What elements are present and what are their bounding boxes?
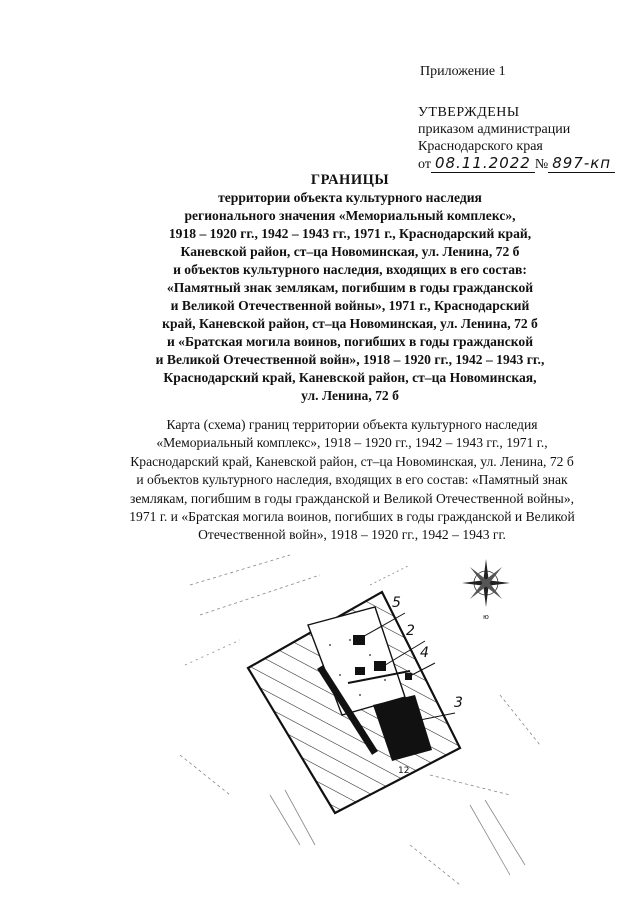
title-line: край, Каневской район, ст–ца Новоминская, ул. Ленина, 72 б	[162, 316, 538, 331]
number-sign: №	[534, 157, 549, 172]
title-line: и Великой Отечественной войны», 1971 г., Краснодарский	[170, 298, 530, 313]
appendix-label: Приложение 1	[420, 64, 506, 79]
description-line: «Мемориальный комплекс», 1918 – 1920 гг., 1942 – 1943 гг., 1971 г.,	[156, 435, 548, 451]
description-line: землякам, погибшим в годы гражданской и Великой Отечественной войны»,	[129, 490, 575, 506]
description-line: Карта (схема) границ территории объекта культурного наследия	[166, 417, 538, 432]
title-line: 1918 – 1920 гг., 1942 – 1943 гг., 1971 г., Краснодарский край,	[168, 226, 532, 241]
description-line: Отечественной войн», 1918 – 1920 гг., 1942 – 1943 гг.	[198, 527, 506, 543]
compass-label: ю	[483, 613, 489, 621]
map-description	[92, 416, 612, 545]
title-line: регионального значения «Мемориальный комплекс»,	[184, 208, 516, 223]
approval-block	[418, 104, 615, 173]
title-line: Краснодарский край, Каневской район, ст–ца Новоминская,	[163, 370, 537, 385]
title-line: и «Братская могила воинов, погибших в годы гражданской	[166, 334, 534, 349]
title-line: Каневской район, ст–ца Новоминская, ул. Ленина, 72 б	[180, 244, 520, 259]
boundary-map	[170, 545, 550, 900]
compass-rose-icon	[462, 559, 510, 621]
date-prefix: от	[418, 157, 431, 172]
vertex-label-12: 12	[398, 766, 410, 776]
description-line: и объектов культурного наследия, входящих в его состав: «Памятный знак	[136, 472, 568, 488]
callout-3: 3	[454, 695, 463, 711]
callout-4: 4	[420, 645, 429, 661]
callout-5: 5	[392, 595, 401, 611]
approved-title: УТВЕРЖДЕНЫ	[418, 105, 520, 120]
description-line: Краснодарский край, Каневской район, ст–ца Новоминская, ул. Ленина, 72 б	[130, 453, 574, 469]
title-line: территории объекта культурного наследия	[218, 190, 482, 205]
approved-line-1: приказом администрации	[418, 122, 571, 137]
callout-2: 2	[406, 623, 415, 639]
title-line: «Памятный знак землякам, погибшим в годы гражданской	[166, 280, 534, 295]
description-line: 1971 г. и «Братская могила воинов, погибших в годы гражданской и Великой	[129, 509, 575, 525]
order-number: 897-кп	[548, 155, 615, 173]
title-line: и объектов культурного наследия, входящих в его состав:	[173, 262, 527, 277]
boundaries-title	[90, 171, 610, 405]
approval-date: 08.11.2022	[431, 155, 535, 173]
approved-line-2: Краснодарского края	[418, 139, 543, 154]
title-main: ГРАНИЦЫ	[310, 172, 390, 188]
title-line: и Великой Отечественной войн», 1918 – 1920 гг., 1942 – 1943 гг.,	[155, 352, 545, 367]
title-line: ул. Ленина, 72 б	[301, 388, 399, 403]
